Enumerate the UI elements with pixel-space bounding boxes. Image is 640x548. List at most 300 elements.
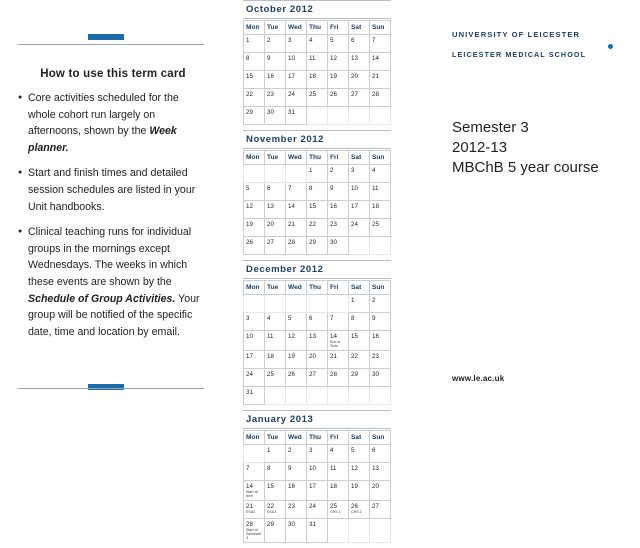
calendar-weekday-header: Sat: [349, 151, 370, 165]
calendar-day-cell[interactable]: [244, 237, 265, 255]
calendar-empty-cell: [265, 165, 286, 183]
calendar-day-number: 21: [372, 73, 379, 80]
calendar-day-number: 11: [309, 55, 316, 62]
calendar-day-cell[interactable]: [307, 519, 328, 543]
calendar-day-cell[interactable]: [349, 501, 370, 519]
calendar-day-cell[interactable]: [370, 331, 391, 351]
calendar-weekday-header: Mon: [244, 21, 265, 35]
calendar-weekday-header: Tue: [265, 431, 286, 445]
calendar-day-cell[interactable]: [307, 237, 328, 255]
calendar-day-number: 16: [288, 483, 295, 490]
calendar-day-cell[interactable]: [307, 165, 328, 183]
calendar-day-cell[interactable]: [265, 35, 286, 53]
calendar-weekday-header: Mon: [244, 281, 265, 295]
calendar-day-number: 1: [246, 37, 250, 44]
calendar-month: [243, 260, 391, 405]
calendar-day-cell[interactable]: [349, 445, 370, 463]
calendar-day-cell[interactable]: [286, 351, 307, 369]
calendar-day-cell[interactable]: [286, 445, 307, 463]
calendar-week-row: [244, 201, 391, 219]
calendar-day-number: 17: [309, 483, 316, 490]
calendar-week-row: [244, 71, 391, 89]
calendar-day-cell[interactable]: [286, 107, 307, 125]
instructions-list: [18, 90, 200, 349]
calendar-week-row: [244, 331, 391, 351]
calendar-week-row: [244, 165, 391, 183]
right-branding-panel: [450, 0, 640, 427]
calendar-week-row: [244, 295, 391, 313]
calendar-week-row: [244, 237, 391, 255]
calendar-day-cell[interactable]: [307, 463, 328, 481]
calendar-day-note: End of Term: [330, 340, 341, 348]
calendar-weekday-header: Mon: [244, 151, 265, 165]
calendar-empty-cell: [307, 295, 328, 313]
calendar-table: [243, 430, 391, 543]
calendar-day-number: 3: [351, 167, 355, 174]
calendar-week-row: [244, 107, 391, 125]
calendar-day-number: 27: [372, 503, 379, 510]
calendar-day-cell[interactable]: [244, 201, 265, 219]
calendar-day-number: 15: [351, 333, 358, 340]
calendar-day-number: 5: [330, 37, 334, 44]
calendar-day-cell[interactable]: [328, 53, 349, 71]
calendar-day-cell[interactable]: [349, 331, 370, 351]
calendar-day-cell[interactable]: [349, 183, 370, 201]
calendar-day-cell[interactable]: [307, 313, 328, 331]
calendar-day-cell[interactable]: [307, 445, 328, 463]
calendar-day-number: 5: [288, 315, 292, 322]
calendar-day-number: 27: [309, 371, 316, 378]
calendar-day-number: 22: [267, 503, 274, 510]
calendar-day-cell[interactable]: [265, 219, 286, 237]
calendar-month: [243, 0, 391, 125]
calendar-day-cell[interactable]: [286, 183, 307, 201]
calendar-day-cell[interactable]: [370, 201, 391, 219]
calendar-day-number: 3: [309, 447, 313, 454]
calendar-day-number: 12: [330, 55, 337, 62]
calendar-day-cell[interactable]: [244, 89, 265, 107]
calendar-column: [243, 0, 391, 548]
calendar-day-cell[interactable]: [328, 35, 349, 53]
calendar-week-row: [244, 53, 391, 71]
calendar-day-cell[interactable]: [307, 369, 328, 387]
calendar-day-number: 11: [372, 185, 379, 192]
calendar-empty-cell: [349, 519, 370, 543]
calendar-empty-cell: [349, 237, 370, 255]
calendar-empty-cell: [328, 519, 349, 543]
calendar-day-number: 26: [330, 91, 337, 98]
calendar-day-cell[interactable]: [328, 369, 349, 387]
calendar-day-cell[interactable]: [265, 201, 286, 219]
calendar-empty-cell: [307, 387, 328, 405]
calendar-week-row: [244, 481, 391, 501]
calendar-day-cell[interactable]: [328, 445, 349, 463]
calendar-day-cell[interactable]: [307, 331, 328, 351]
calendar-day-number: 24: [288, 91, 295, 98]
calendar-day-cell[interactable]: [349, 53, 370, 71]
calendar-day-cell[interactable]: [244, 369, 265, 387]
calendar-day-number: 9: [267, 55, 271, 62]
calendar-weekday-header: Tue: [265, 151, 286, 165]
calendar-weekday-header: Wed: [286, 281, 307, 295]
calendar-day-cell[interactable]: [244, 71, 265, 89]
calendar-day-number: 20: [309, 353, 316, 360]
calendar-day-cell[interactable]: [286, 53, 307, 71]
calendar-weekday-header: Fri: [328, 21, 349, 35]
semester-line: Semester 3: [452, 119, 529, 136]
calendar-day-cell[interactable]: [349, 35, 370, 53]
calendar-empty-cell: [286, 165, 307, 183]
calendar-month-title: December 2012: [243, 260, 391, 279]
calendar-table: [243, 150, 391, 255]
university-name: UNIVERSITY OF LEICESTER: [452, 30, 581, 39]
calendar-day-cell[interactable]: [370, 481, 391, 501]
calendar-day-number: 5: [351, 447, 355, 454]
calendar-day-number: 2: [372, 297, 376, 304]
instruction-emphasis: Schedule of Group Activities.: [28, 292, 176, 305]
calendar-day-number: 4: [372, 167, 376, 174]
calendar-day-cell[interactable]: [307, 89, 328, 107]
calendar-weekday-header: Sat: [349, 21, 370, 35]
calendar-empty-cell: [265, 387, 286, 405]
calendar-day-number: 9: [372, 315, 376, 322]
calendar-day-cell[interactable]: [370, 313, 391, 331]
calendar-week-row: [244, 501, 391, 519]
calendar-weekday-header: Wed: [286, 21, 307, 35]
calendar-day-number: 6: [267, 185, 271, 192]
calendar-day-number: 14: [246, 483, 253, 490]
calendar-day-cell[interactable]: [349, 295, 370, 313]
decorative-tick-top: [88, 34, 124, 40]
instruction-text: Core activities scheduled for the whole cohort run largely on afternoons, shown by the: [28, 92, 179, 138]
calendar-empty-cell: [370, 237, 391, 255]
calendar-day-cell[interactable]: [349, 89, 370, 107]
instruction-item: [18, 90, 200, 156]
calendar-day-cell[interactable]: [370, 89, 391, 107]
calendar-week-row: [244, 351, 391, 369]
calendar-day-cell[interactable]: [286, 519, 307, 543]
calendar-day-cell[interactable]: [265, 519, 286, 543]
calendar-day-cell[interactable]: [349, 313, 370, 331]
instruction-emphasis: Week planner.: [28, 125, 177, 154]
instruction-item: [18, 224, 200, 340]
calendar-day-number: 7: [330, 315, 334, 322]
calendar-day-cell[interactable]: [307, 35, 328, 53]
calendar-day-cell[interactable]: [286, 89, 307, 107]
calendar-day-number: 30: [267, 109, 274, 116]
calendar-day-cell[interactable]: [286, 35, 307, 53]
calendar-day-cell[interactable]: [265, 107, 286, 125]
calendar-day-number: 13: [351, 55, 358, 62]
calendar-weekday-header: Sat: [349, 281, 370, 295]
calendar-week-row: [244, 369, 391, 387]
calendar-day-cell[interactable]: [349, 369, 370, 387]
calendar-table: [243, 20, 391, 125]
calendar-day-note: ESA2: [246, 510, 256, 514]
calendar-day-cell[interactable]: [286, 201, 307, 219]
calendar-day-cell[interactable]: [265, 183, 286, 201]
calendar-day-cell[interactable]: [244, 219, 265, 237]
calendar-day-cell[interactable]: [307, 501, 328, 519]
calendar-day-note: CRS 2: [351, 510, 362, 514]
calendar-day-cell[interactable]: [307, 183, 328, 201]
calendar-day-cell[interactable]: [349, 201, 370, 219]
calendar-weekday-header: Tue: [265, 21, 286, 35]
calendar-day-number: 5: [246, 185, 250, 192]
calendar-day-number: 23: [330, 221, 337, 228]
calendar-month-title: October 2012: [243, 0, 391, 19]
calendar-day-number: 31: [288, 109, 295, 116]
calendar-day-number: 11: [330, 465, 337, 472]
calendar-week-row: [244, 35, 391, 53]
calendar-empty-cell: [286, 295, 307, 313]
calendar-day-number: 22: [309, 221, 316, 228]
instruction-text: Clinical teaching runs for individual groups in the mornings except Wednesdays. The weeks in which these events are shown by the: [28, 226, 192, 288]
calendar-header-row: [244, 281, 391, 295]
calendar-day-number: 12: [288, 333, 295, 340]
calendar-day-cell[interactable]: [307, 219, 328, 237]
calendar-day-number: 26: [246, 239, 253, 246]
calendar-day-number: 30: [288, 521, 295, 528]
calendar-day-number: 2: [267, 37, 271, 44]
calendar-weekday-header: Sun: [370, 431, 391, 445]
calendar-day-number: 21: [288, 221, 295, 228]
calendar-day-number: 25: [372, 221, 379, 228]
calendar-day-cell[interactable]: [370, 165, 391, 183]
calendar-day-number: 1: [309, 167, 313, 174]
calendar-empty-cell: [370, 519, 391, 543]
calendar-day-cell[interactable]: [328, 463, 349, 481]
calendar-day-cell[interactable]: [265, 313, 286, 331]
calendar-day-cell[interactable]: [349, 219, 370, 237]
calendar-day-cell[interactable]: [370, 369, 391, 387]
calendar-day-number: 31: [309, 521, 316, 528]
calendar-day-cell[interactable]: [328, 165, 349, 183]
calendar-day-cell[interactable]: [328, 313, 349, 331]
calendar-day-cell[interactable]: [265, 481, 286, 501]
calendar-day-cell[interactable]: [244, 463, 265, 481]
calendar-day-cell[interactable]: [265, 463, 286, 481]
calendar-day-number: 24: [309, 503, 316, 510]
calendar-day-cell[interactable]: [328, 501, 349, 519]
calendar-weekday-header: Fri: [328, 431, 349, 445]
calendar-day-number: 8: [309, 185, 313, 192]
calendar-day-cell[interactable]: [286, 219, 307, 237]
calendar-day-cell[interactable]: [307, 351, 328, 369]
calendar-day-number: 22: [351, 353, 358, 360]
calendar-day-number: 2: [330, 167, 334, 174]
calendar-day-cell[interactable]: [244, 183, 265, 201]
calendar-day-cell[interactable]: [370, 445, 391, 463]
calendar-day-cell[interactable]: [370, 295, 391, 313]
calendar-day-number: 3: [288, 37, 292, 44]
decorative-tick-bottom: [88, 384, 124, 390]
calendar-day-cell[interactable]: [307, 53, 328, 71]
calendar-empty-cell: [265, 295, 286, 313]
calendar-day-cell[interactable]: [328, 237, 349, 255]
calendar-day-cell[interactable]: [307, 201, 328, 219]
calendar-day-cell[interactable]: [244, 519, 265, 543]
calendar-day-cell[interactable]: [328, 201, 349, 219]
calendar-day-cell[interactable]: [286, 501, 307, 519]
calendar-day-cell[interactable]: [370, 219, 391, 237]
calendar-day-number: 6: [372, 447, 376, 454]
calendar-month-title: January 2013: [243, 410, 391, 429]
calendar-header-row: [244, 151, 391, 165]
calendar-day-cell[interactable]: [244, 351, 265, 369]
calendar-day-cell[interactable]: [244, 107, 265, 125]
calendar-day-cell[interactable]: [265, 237, 286, 255]
calendar-day-cell[interactable]: [265, 89, 286, 107]
calendar-day-number: 23: [267, 91, 274, 98]
calendar-day-cell[interactable]: [286, 237, 307, 255]
calendar-day-cell[interactable]: [244, 35, 265, 53]
calendar-day-cell[interactable]: [286, 313, 307, 331]
calendar-empty-cell: [370, 107, 391, 125]
calendar-day-number: 16: [330, 203, 337, 210]
calendar-day-number: 23: [372, 353, 379, 360]
calendar-weekday-header: Fri: [328, 281, 349, 295]
calendar-week-row: [244, 313, 391, 331]
calendar-day-number: 12: [246, 203, 253, 210]
calendar-day-number: 11: [267, 333, 274, 340]
calendar-day-cell[interactable]: [244, 313, 265, 331]
divider-top: [18, 44, 204, 45]
calendar-day-cell[interactable]: [244, 501, 265, 519]
calendar-day-number: 16: [267, 73, 274, 80]
calendar-day-cell[interactable]: [307, 481, 328, 501]
instruction-item: [18, 165, 200, 215]
calendar-day-number: 29: [309, 239, 316, 246]
calendar-weekday-header: Tue: [265, 281, 286, 295]
calendar-day-cell[interactable]: [244, 331, 265, 351]
calendar-day-cell[interactable]: [244, 387, 265, 405]
calendar-day-cell[interactable]: [265, 71, 286, 89]
calendar-day-cell[interactable]: [328, 331, 349, 351]
calendar-day-cell[interactable]: [328, 481, 349, 501]
calendar-day-cell[interactable]: [328, 351, 349, 369]
calendar-day-number: 22: [246, 91, 253, 98]
calendar-day-number: 23: [288, 503, 295, 510]
calendar-day-number: 10: [351, 185, 358, 192]
calendar-day-cell[interactable]: [286, 463, 307, 481]
calendar-day-number: 15: [246, 73, 253, 80]
calendar-weekday-header: Sat: [349, 431, 370, 445]
school-name: LEICESTER MEDICAL SCHOOL: [452, 50, 587, 59]
calendar-day-number: 26: [288, 371, 295, 378]
calendar-day-cell[interactable]: [265, 351, 286, 369]
calendar-day-number: 13: [372, 465, 379, 472]
calendar-day-cell[interactable]: [370, 501, 391, 519]
calendar-day-number: 27: [267, 239, 274, 246]
calendar-day-cell[interactable]: [265, 331, 286, 351]
calendar-day-number: 28: [288, 239, 295, 246]
calendar-day-number: 29: [267, 521, 274, 528]
calendar-day-number: 30: [330, 239, 337, 246]
calendar-empty-cell: [349, 387, 370, 405]
calendar-day-cell[interactable]: [349, 351, 370, 369]
calendar-empty-cell: [244, 165, 265, 183]
instruction-text-cont: Your group will be notified of the specific date, time and location by email.: [28, 292, 200, 338]
calendar-day-cell[interactable]: [370, 351, 391, 369]
calendar-week-row: [244, 89, 391, 107]
semester-line: MBChB 5 year course: [452, 159, 599, 176]
calendar-day-cell[interactable]: [244, 481, 265, 501]
calendar-day-number: 14: [288, 203, 295, 210]
calendar-day-cell[interactable]: [349, 165, 370, 183]
calendar-day-cell[interactable]: [349, 481, 370, 501]
calendar-day-number: 29: [351, 371, 358, 378]
calendar-day-number: 21: [246, 503, 253, 510]
calendar-weekday-header: Sun: [370, 151, 391, 165]
calendar-day-number: 7: [288, 185, 292, 192]
calendar-day-cell[interactable]: [286, 369, 307, 387]
calendar-day-number: 3: [246, 315, 250, 322]
calendar-empty-cell: [349, 107, 370, 125]
semester-heading: [452, 118, 599, 178]
calendar-day-cell[interactable]: [328, 183, 349, 201]
calendar-day-cell[interactable]: [286, 481, 307, 501]
calendar-day-number: 26: [351, 503, 358, 510]
calendar-day-cell[interactable]: [265, 445, 286, 463]
calendar-day-number: 12: [351, 465, 358, 472]
calendar-weekday-header: Mon: [244, 431, 265, 445]
calendar-empty-cell: [328, 107, 349, 125]
calendar-day-cell[interactable]: [370, 35, 391, 53]
calendar-empty-cell: [328, 387, 349, 405]
calendar-day-number: 10: [288, 55, 295, 62]
calendar-day-cell[interactable]: [328, 71, 349, 89]
calendar-week-row: [244, 387, 391, 405]
calendar-day-number: 24: [246, 371, 253, 378]
calendar-day-number: 10: [309, 465, 316, 472]
calendar-day-note: ESA3: [267, 510, 277, 514]
calendar-day-number: 21: [330, 353, 337, 360]
calendar-day-number: 25: [330, 503, 337, 510]
calendar-empty-cell: [370, 387, 391, 405]
calendar-day-cell[interactable]: [370, 183, 391, 201]
calendar-day-cell[interactable]: [244, 53, 265, 71]
calendar-weekday-header: Thu: [307, 281, 328, 295]
calendar-day-cell[interactable]: [328, 89, 349, 107]
calendar-day-number: 8: [351, 315, 355, 322]
calendar-day-cell[interactable]: [370, 463, 391, 481]
calendar-day-cell[interactable]: [265, 369, 286, 387]
calendar-day-number: 28: [246, 521, 253, 528]
calendar-day-cell[interactable]: [349, 463, 370, 481]
calendar-week-row: [244, 219, 391, 237]
calendar-empty-cell: [244, 445, 265, 463]
calendar-day-cell[interactable]: [286, 331, 307, 351]
calendar-day-number: 20: [267, 221, 274, 228]
calendar-weekday-header: Sun: [370, 281, 391, 295]
calendar-weekday-header: Thu: [307, 151, 328, 165]
calendar-day-cell[interactable]: [370, 53, 391, 71]
calendar-day-cell[interactable]: [307, 71, 328, 89]
calendar-day-cell[interactable]: [349, 71, 370, 89]
calendar-day-cell[interactable]: [328, 219, 349, 237]
calendar-day-cell[interactable]: [370, 71, 391, 89]
calendar-day-number: 16: [372, 333, 379, 340]
calendar-day-cell[interactable]: [265, 501, 286, 519]
calendar-day-cell[interactable]: [265, 53, 286, 71]
semester-line: 2012-13: [452, 139, 508, 156]
calendar-day-number: 10: [246, 333, 253, 340]
calendar-empty-cell: [244, 295, 265, 313]
calendar-day-number: 8: [246, 55, 250, 62]
calendar-day-cell[interactable]: [286, 71, 307, 89]
website-url[interactable]: www.le.ac.uk: [452, 374, 505, 383]
